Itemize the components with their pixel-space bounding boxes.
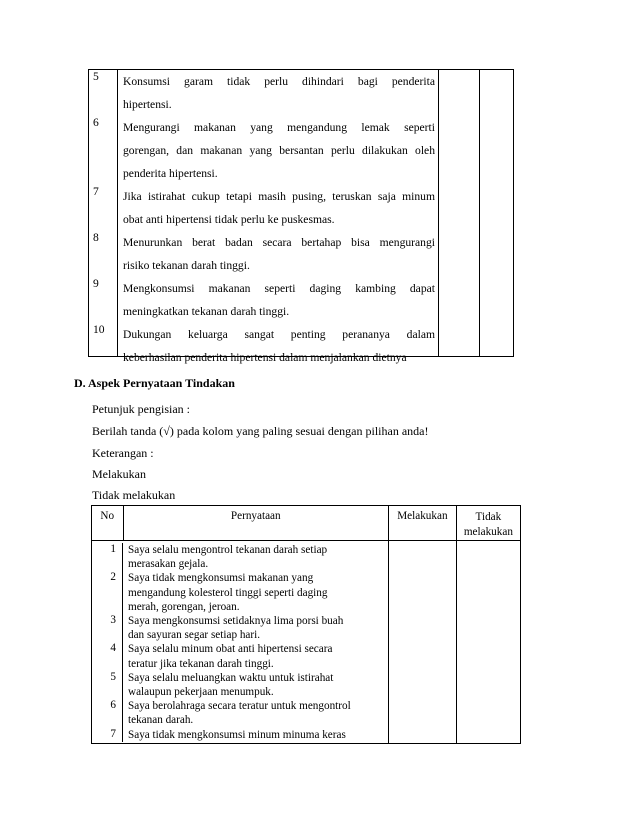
header-do: Melakukan bbox=[389, 506, 457, 541]
list-item bbox=[88, 277, 444, 323]
item-text-line: hipertensi. bbox=[123, 98, 172, 111]
list-item bbox=[88, 70, 444, 116]
table-row bbox=[92, 671, 388, 699]
item-number: 7 bbox=[93, 185, 99, 198]
item-text-line: meningkatkan tekanan darah tinggi. bbox=[123, 305, 290, 318]
table-row bbox=[92, 728, 388, 742]
list-item bbox=[88, 323, 444, 369]
row-number: 3 bbox=[110, 614, 116, 627]
row-text-line: Saya selalu mengontrol tekanan darah setiap bbox=[128, 544, 328, 556]
item-text-line: Mengkonsumsi makanan seperti daging kambing dapat bbox=[123, 282, 435, 295]
option-dont: Tidak melakukan bbox=[92, 488, 176, 502]
table-row bbox=[92, 642, 388, 670]
header-dont: Tidak melakukan bbox=[456, 506, 520, 541]
item-text-line: obat anti hipertensi tidak perlu ke puskesmas. bbox=[123, 213, 335, 226]
item-number: 5 bbox=[93, 70, 99, 83]
row-text-line: dan sayuran segar setiap hari. bbox=[128, 629, 261, 642]
row-text-line: Saya tidak mengkonsumsi makanan yang bbox=[128, 572, 314, 585]
row-text-line: merasakan gejala. bbox=[128, 558, 209, 571]
table-row bbox=[92, 543, 388, 571]
action-statement-table bbox=[91, 505, 521, 744]
answer-cell-dont[interactable] bbox=[456, 541, 520, 744]
row-number: 2 bbox=[110, 571, 116, 584]
item-text-line: gorengan, dan makanan yang bersantan perlu dilakukan oleh bbox=[123, 144, 435, 157]
list-item bbox=[88, 231, 444, 277]
row-text-line: tekanan darah. bbox=[128, 714, 194, 727]
instruction-label: Petunjuk pengisian : bbox=[92, 402, 190, 416]
statement-cell bbox=[92, 541, 389, 744]
row-text-line: merah, gorengan, jeroan. bbox=[128, 600, 240, 613]
table-row bbox=[92, 699, 388, 727]
row-text-line: Saya tidak mengkonsumsi minum minuma keras bbox=[128, 728, 346, 741]
item-number: 6 bbox=[93, 116, 99, 129]
answer-cell-do[interactable] bbox=[389, 541, 457, 744]
statement-list bbox=[88, 70, 444, 369]
section-title: D. Aspek Pernyataan Tindakan bbox=[74, 376, 235, 390]
option-do: Melakukan bbox=[92, 467, 146, 481]
row-number: 4 bbox=[110, 642, 116, 655]
header-statement: Pernyataan bbox=[123, 506, 388, 541]
item-text-line: risiko tekanan darah tinggi. bbox=[123, 259, 250, 272]
table-row bbox=[92, 571, 388, 614]
item-number: 9 bbox=[93, 277, 99, 290]
row-number: 6 bbox=[110, 699, 116, 712]
row-text-line: walaupun pekerjaan menumpuk. bbox=[128, 686, 274, 699]
row-text-line: Saya selalu meluangkan waktu untuk istirahat bbox=[128, 671, 334, 684]
item-text-line: Menurunkan berat badan secara bertahap bisa mengurangi bbox=[123, 236, 435, 249]
item-text-line: penderita hipertensi. bbox=[123, 167, 218, 180]
row-text-line: mengandung kolesterol tinggi seperti daging bbox=[128, 586, 328, 599]
answer-column-b[interactable] bbox=[480, 70, 514, 357]
item-text-line: keberhasilan penderita hipertensi dalam menjalankan dietnya bbox=[123, 351, 407, 364]
item-text-line: Konsumsi garam tidak perlu dihindari bagi penderita bbox=[123, 75, 435, 88]
instruction-text: Berilah tanda (√) pada kolom yang paling sesuai dengan pilihan anda! bbox=[92, 424, 429, 438]
list-item bbox=[88, 185, 444, 231]
row-text-line: Saya berolahraga secara teratur untuk mengontrol bbox=[128, 700, 351, 713]
row-number: 1 bbox=[110, 543, 116, 555]
item-text-line: Mengurangi makanan yang mengandung lemak seperti bbox=[123, 121, 435, 134]
item-text-line: Dukungan keluarga sangat penting perananya dalam bbox=[123, 328, 435, 341]
item-number: 10 bbox=[93, 323, 105, 336]
header-no: No bbox=[92, 506, 124, 541]
row-number: 7 bbox=[110, 727, 116, 740]
item-text-line: Jika istirahat cukup tetapi masih pusing, teruskan saja minum bbox=[123, 190, 435, 203]
table-row bbox=[92, 614, 388, 642]
note-label: Keterangan : bbox=[92, 446, 154, 460]
item-number: 8 bbox=[93, 231, 99, 244]
row-text-line: Saya mengkonsumsi setidaknya lima porsi buah bbox=[128, 615, 344, 628]
answer-column-a[interactable] bbox=[439, 70, 480, 357]
row-text-line: teratur jika tekanan darah tinggi. bbox=[128, 657, 274, 670]
list-item bbox=[88, 116, 444, 185]
row-number: 5 bbox=[110, 670, 116, 683]
row-text-line: Saya selalu minum obat anti hipertensi secara bbox=[128, 643, 333, 656]
